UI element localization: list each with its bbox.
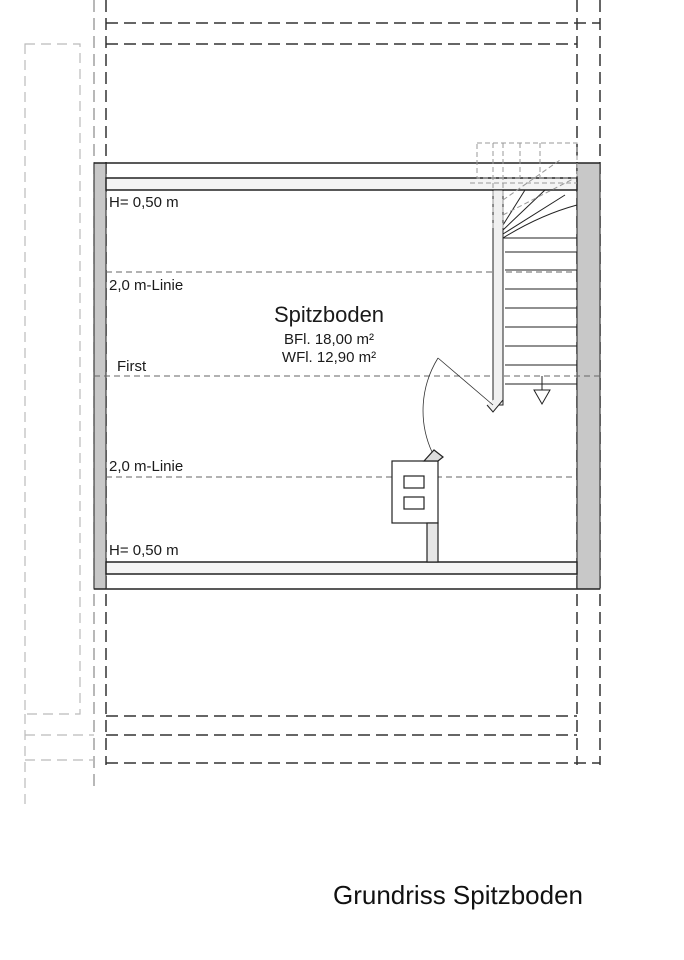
ridge-label: First [117, 358, 147, 375]
line-2m-label-top: 2,0 m-Linie [109, 277, 184, 294]
room-bfl: BFl. 18,00 m² [283, 331, 375, 348]
plan-caption: Grundriss Spitzboden [333, 880, 584, 910]
door-swing [423, 358, 493, 452]
height-label-top: H= 0,50 m [109, 194, 179, 211]
height-label-bottom: H= 0,50 m [109, 542, 179, 559]
room-wfl: WFl. 12,90 m² [281, 349, 377, 366]
outer-dashed-outlines [25, 0, 600, 810]
chimney [392, 450, 443, 562]
room-name: Spitzboden [273, 302, 385, 327]
line-2m-label-bottom: 2,0 m-Linie [109, 458, 184, 475]
